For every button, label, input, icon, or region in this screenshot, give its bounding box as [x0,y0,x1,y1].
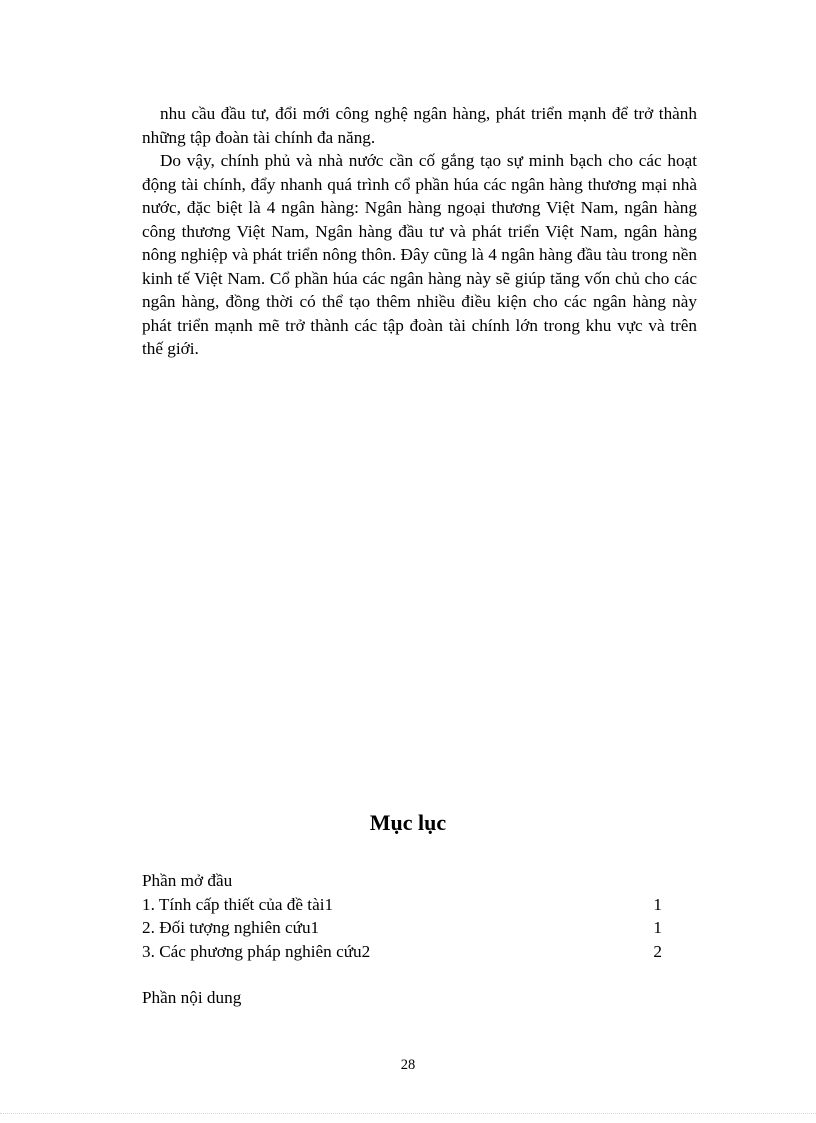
toc-item-label: 1. Tính cấp thiết của đề tài1 [142,894,334,914]
toc-item-label: 2. Đối tượng nghiên cứu1 [142,918,320,937]
toc-item[interactable] [142,940,662,964]
toc-item[interactable] [142,916,662,940]
toc-section-content: Phần nội dung [142,988,242,1007]
toc-title: Mục lục [369,810,447,835]
table-of-contents [142,869,662,1010]
toc-item-label: 3. Các phương pháp nghiên cứu2 [142,941,371,961]
toc-item-page: 1 [653,918,662,937]
toc-item[interactable] [142,893,662,917]
page-number: 28 [400,1057,416,1073]
footer-divider [0,1113,816,1114]
toc-spacer [142,963,662,986]
toc-section-intro: Phần mở đầu [142,871,233,890]
toc-item-page: 1 [653,894,662,914]
toc-item-page: 2 [653,941,662,961]
paragraph-main: Do vậy, chính phủ và nhà nước cần cố gắng tạo sự minh bạch cho các hoạt động tài chính, đẩy nhanh quá trình cổ phần húa các ngân hàng thương mại nhà nước, đặc biệt là 4 ngân hàng: Ngân hàng ngoại thương Việt Nam, ngân hàng công thương Việt Nam, Ngân hàng đầu tư và phát triển Việt Nam, ngân hàng nông nghiệp và phát triển nông thôn. Đây cũng là 4 ngân hàng đầu tàu trong nền kinh tế Việt Nam. Cổ phần húa các ngân hàng này sẽ giúp tăng vốn chủ cho các ngân hàng, đồng thời có thể tạo thêm nhiều điều kiện cho các ngân hàng này phát triển mạnh mẽ trở thành các tập đoàn tài chính lớn trong khu vực và trên thế giới. [142,151,697,358]
body-text [142,102,697,361]
paragraph-continuation: nhu cầu đầu tư, đổi mới công nghệ ngân hàng, phát triển mạnh để trở thành những tập đoàn tài chính đa năng. [142,104,697,147]
